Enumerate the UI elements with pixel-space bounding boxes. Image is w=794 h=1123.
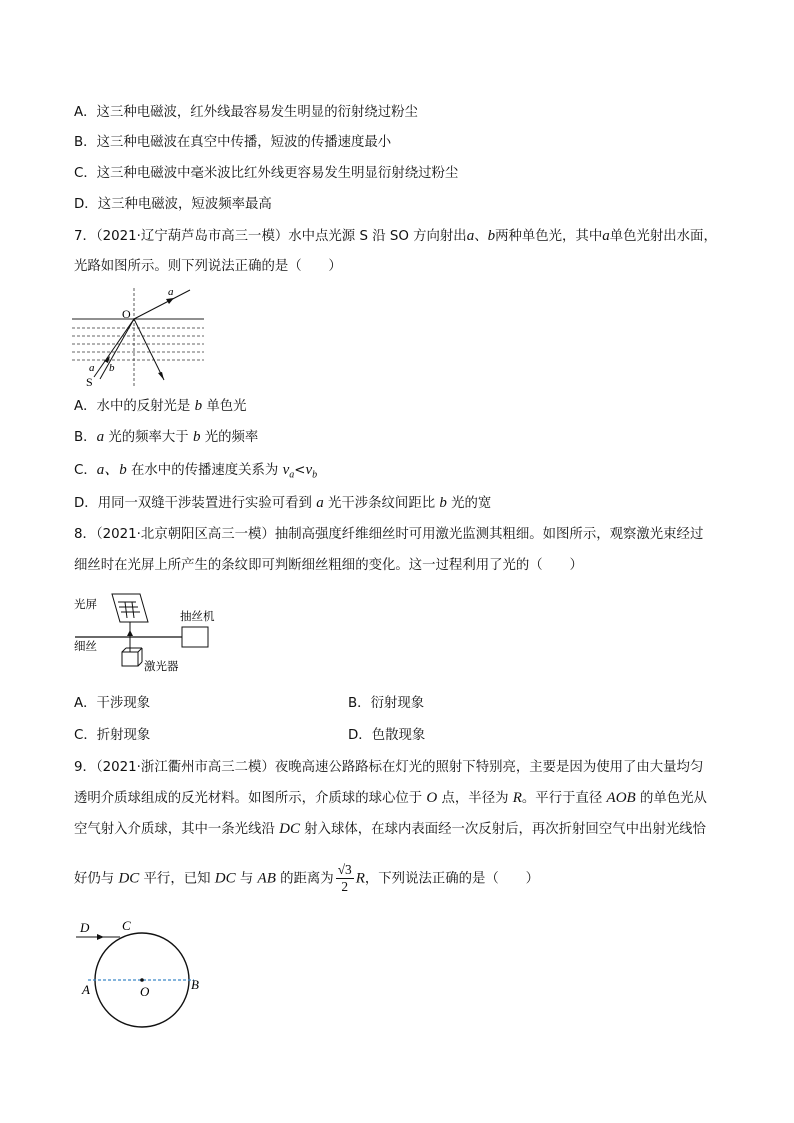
label-screen: 光屏: [74, 597, 97, 611]
label-wire: 细丝: [74, 639, 97, 653]
q6-option-a: A．这三种电磁波，红外线最容易发生明显的衍射绕过粉尘: [74, 105, 418, 120]
q9-stem-line4: 好仍与 DC 平行，已知 DC 与 AB 的距离为 $\frac{√3}{2}$ R，下列说法正确的是（ ）: [74, 862, 539, 894]
label-o-center: O: [140, 984, 150, 999]
drawing-machine: [182, 627, 208, 647]
q7-stem-line1: 7．（2021·辽宁葫芦岛市高三一模）水中点光源 S 沿 SO 方向射出a、b两种单色光，其中a单色光射出水面，: [74, 228, 717, 244]
q9-figure: [70, 915, 210, 1033]
q7-option-d: D．用同一双缝干涉装置进行实验可看到 a 光干涉条纹间距比 b 光的宽: [74, 495, 492, 511]
refracted-ray-a: [134, 290, 190, 319]
sqrt3-over-2: $\frac{√3}{2}$: [337, 862, 352, 894]
q8-figure: [70, 590, 250, 676]
label-a: A: [82, 982, 90, 997]
q6-option-c: C．这三种电磁波中毫米波比红外线更容易发生明显衍射绕过粉尘: [74, 166, 459, 181]
q6-option-d: D．这三种电磁波，短波频率最高: [74, 197, 272, 212]
q8-option-a: A．干涉现象: [74, 696, 151, 711]
q8-option-c: C．折射现象: [74, 728, 151, 743]
q9-stem-line2: 透明介质球组成的反光材料。如图所示，介质球的球心位于 O 点，半径为 R。平行于直径 AOB 的单色光从: [74, 790, 707, 806]
laser-box: [122, 652, 138, 666]
q8-option-b: B．衍射现象: [348, 696, 425, 711]
label-b: b: [109, 362, 115, 374]
label-d: D: [80, 920, 90, 935]
q8-stem-line2: 细丝时在光屏上所产生的条纹即可判断细丝粗细的变化。这一过程利用了光的（ ）: [74, 558, 583, 573]
q7-figure: [70, 282, 206, 390]
label-s: S: [86, 375, 93, 389]
q9-stem-line1: 9．（2021·浙江衢州市高三二模）夜晚高速公路路标在灯光的照射下特别亮，主要是因为使用了由大量均匀: [74, 760, 704, 775]
q6-option-b: B．这三种电磁波在真空中传播，短波的传播速度最小: [74, 135, 392, 150]
label-a-top: a: [168, 286, 174, 298]
q7-option-c: C．a、b 在水中的传播速度关系为 $v_a<v_b$: [74, 462, 318, 481]
label-c: C: [122, 918, 131, 933]
light-screen: [112, 594, 148, 622]
q8-option-d: D．色散现象: [348, 728, 426, 743]
q8-stem-line1: 8．（2021·北京朝阳区高三一模）抽制高强度纤维细丝时可用激光监测其粗细。如图所示，观察激光束经过: [74, 527, 704, 542]
label-o: O: [122, 307, 131, 321]
q9-stem-line3: 空气射入介质球，其中一条光线沿 DC 射入球体，在球内表面经一次反射后，再次折射回空气中出射光线恰: [74, 821, 706, 837]
label-a: a: [89, 362, 95, 374]
q7-stem-line2: 光路如图所示。则下列说法正确的是（ ）: [74, 259, 342, 274]
label-b: B: [191, 977, 199, 992]
label-laser: 激光器: [144, 659, 179, 673]
q7-option-a: A．水中的反射光是 b 单色光: [74, 398, 247, 414]
q7-option-b: B．a 光的频率大于 b 光的频率: [74, 429, 259, 445]
label-drawer: 抽丝机: [180, 609, 215, 623]
